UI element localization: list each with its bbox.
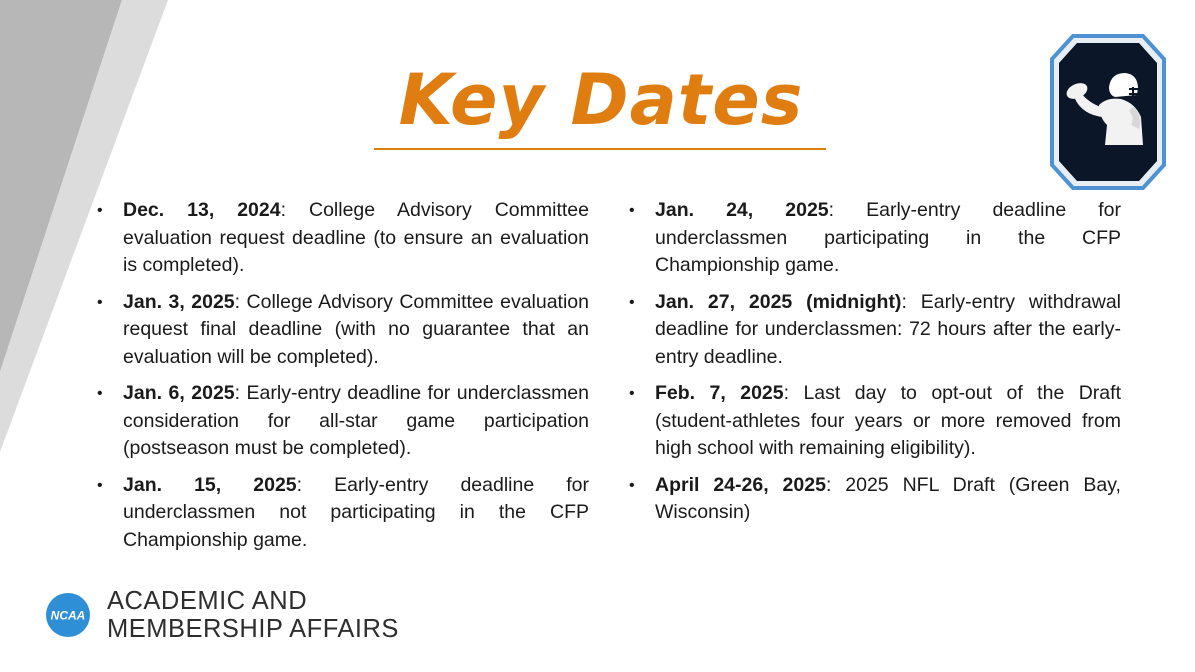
key-dates-left-column — [97, 197, 590, 563]
list-item — [97, 380, 589, 463]
ncaa-logo-text: NCAA — [50, 608, 86, 623]
list-item — [629, 472, 1121, 527]
bullet: • — [97, 385, 103, 402]
title-underline — [374, 148, 826, 150]
item-text: : 2025 NFL Draft (Green Bay, Wisconsin) — [655, 473, 1121, 523]
bullet: • — [97, 202, 103, 219]
bullet: • — [629, 476, 635, 494]
key-dates-right-column — [629, 197, 1122, 536]
footer-line-2: MEMBERSHIP AFFAIRS — [107, 615, 399, 643]
bullet: • — [629, 293, 635, 311]
item-date: Jan. 27, 2025 (midnight) — [655, 290, 902, 313]
item-text: : Last day to opt-out of the Draft (student-athletes four years or more removed from high school with remaining eligibility). — [655, 382, 1121, 459]
item-date: Jan. 24, 2025 — [655, 199, 829, 221]
list-item — [629, 197, 1122, 280]
page-title: Key Dates — [398, 59, 804, 141]
item-date: Jan. 3, 2025 — [123, 290, 235, 313]
item-text: : College Advisory Committee evaluation request deadline (to ensure an evaluation is completed). — [123, 199, 589, 276]
list-item — [97, 289, 589, 372]
bullet: • — [97, 293, 103, 311]
bullet: • — [629, 385, 635, 402]
list-item — [97, 472, 590, 555]
item-date: Jan. 15, 2025 — [123, 473, 297, 496]
item-text: : College Advisory Committee evaluation request final deadline (with no guarantee that an evaluation will be completed). — [123, 290, 589, 368]
ncaa-logo-icon — [45, 592, 91, 638]
item-date: April 24-26, 2025 — [655, 473, 826, 496]
list-item — [629, 380, 1121, 463]
bullet: • — [97, 476, 103, 494]
list-item — [629, 289, 1121, 372]
item-text: : Early-entry deadline for underclassmen consideration for all-star game participation (postseason must be completed). — [123, 382, 589, 459]
item-date: Feb. 7, 2025 — [655, 382, 784, 404]
item-text: : Early-entry withdrawal deadline for underclassmen: 72 hours after the early-entry deadline. — [655, 290, 1121, 368]
item-text: : Early-entry deadline for underclassmen participating in the CFP Championship game. — [655, 199, 1122, 276]
item-text: : Early-entry deadline for underclassmen not participating in the CFP Championship game. — [123, 473, 590, 551]
footer-line-1: ACADEMIC AND — [107, 587, 308, 615]
item-date: Jan. 6, 2025 — [123, 382, 235, 404]
list-item — [97, 197, 589, 280]
item-date: Dec. 13, 2024 — [123, 199, 281, 221]
footer-department — [107, 587, 399, 643]
bullet: • — [629, 202, 635, 219]
football-player-badge-icon — [1049, 33, 1167, 191]
